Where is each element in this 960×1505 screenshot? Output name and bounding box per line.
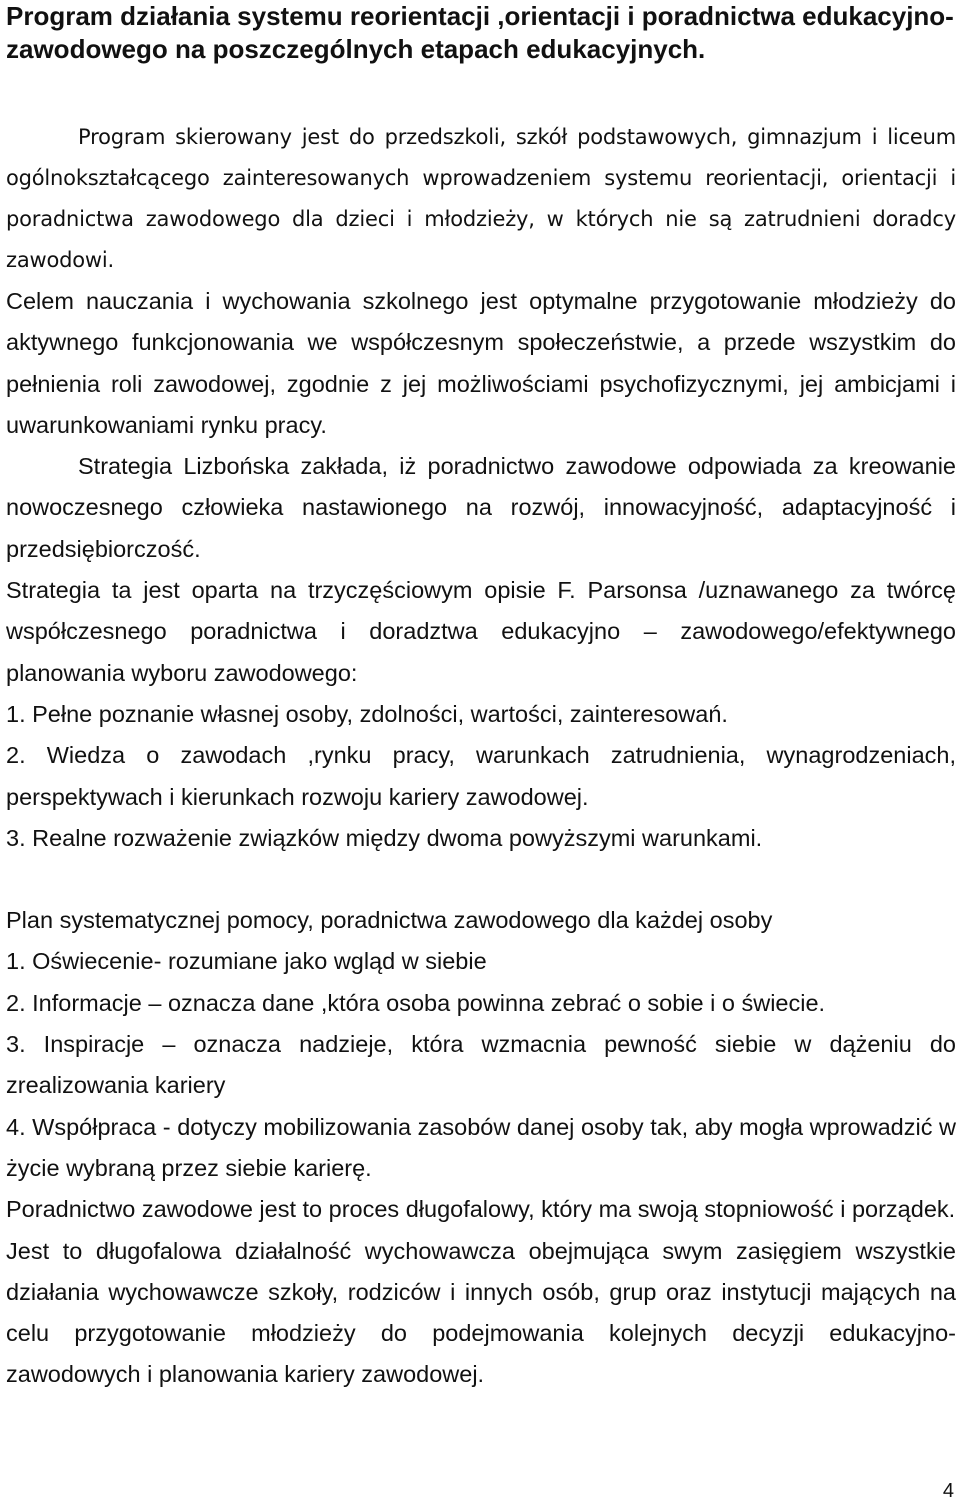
process-paragraph: Poradnictwo zawodowe jest to proces długofalowy, który ma swoją stopniowość i porządek. bbox=[6, 1196, 956, 1223]
parsons-item-2: 2. Wiedza o zawodach ,rynku pracy, warunkach zatrudnienia, wynagrodzeniach, perspektywach i kierunkach rozwoju kariery zawodowej. bbox=[6, 742, 956, 810]
parsons-item-3: 3. Realne rozważenie związków między dwoma powyższymi warunkami. bbox=[6, 824, 763, 851]
parsons-paragraph: Strategia ta jest oparta na trzyczęściowym opisie F. Parsonsa /uznawanego za twórcę współczesnego poradnictwa i doradztwa edukacyjno – zawodowego/efektywnego planowania wyboru zawodowego: bbox=[6, 577, 956, 686]
lisbon-strategy-paragraph: Strategia Lizbońska zakłada, iż poradnictwo zawodowe odpowiada za kreowanie nowoczesnego człowieka nastawionego na rozwój, innowacyjność, adaptacyjność i przedsiębiorczość. bbox=[6, 453, 956, 562]
plan-heading: Plan systematycznej pomocy, poradnictwa zawodowego dla każdej osoby bbox=[6, 907, 773, 934]
document-title: Program działania systemu reorientacji ,orientacji i poradnictwa edukacyjno-zawodowego na poszczególnych etapach edukacyjnych. bbox=[6, 1, 954, 64]
document-page bbox=[6, 0, 956, 1396]
activity-paragraph: Jest to długofalowa działalność wychowawcza obejmująca swym zasięgiem wszystkie działania wychowawcze szkoły, rodziców i innych osób, grup oraz instytucji mających na celu przygotowanie młodzieży do podejmowania kolejnych decyzji edukacyjno-zawodowych i planowania kariery zawodowej. bbox=[6, 1237, 956, 1388]
goal-paragraph: Celem nauczania i wychowania szkolnego jest optymalne przygotowanie młodzieży do aktywnego funkcjonowania we współczesnym społeczeństwie, a przede wszystkim do pełnienia roli zawodowej, zgodnie z jej możliwościami psychofizycznymi, jej ambicjami i uwarunkowaniami rynku pracy. bbox=[6, 288, 956, 438]
plan-item-4: 4. Współpraca - dotyczy mobilizowania zasobów danej osoby tak, aby mogła wprowadzić w życie wybraną przez siebie karierę. bbox=[6, 1113, 956, 1181]
paragraph-gap bbox=[6, 859, 956, 900]
plan-item-3: 3. Inspiracje – oznacza nadzieje, która wzmacnia pewność siebie w dążeniu do zrealizowania kariery bbox=[6, 1031, 956, 1099]
page-number: 4 bbox=[942, 1480, 954, 1502]
parsons-item-1: 1. Pełne poznanie własnej osoby, zdolności, wartości, zainteresowań. bbox=[6, 700, 728, 727]
plan-item-2: 2. Informacje – oznacza dane ,która osoba powinna zebrać o sobie i o świecie. bbox=[6, 989, 826, 1016]
intro-paragraph: Program skierowany jest do przedszkoli, szkół podstawowych, gimnazjum i liceum ogólnokształcącego zainteresowanych wprowadzeniem systemu reorientacji, orientacji i poradnictwa zawodowego dla dzieci i młodzieży, w których nie są zatrudnieni doradcy zawodowi. bbox=[6, 125, 956, 272]
plan-item-1: 1. Oświecenie- rozumiane jako wgląd w siebie bbox=[6, 948, 487, 975]
